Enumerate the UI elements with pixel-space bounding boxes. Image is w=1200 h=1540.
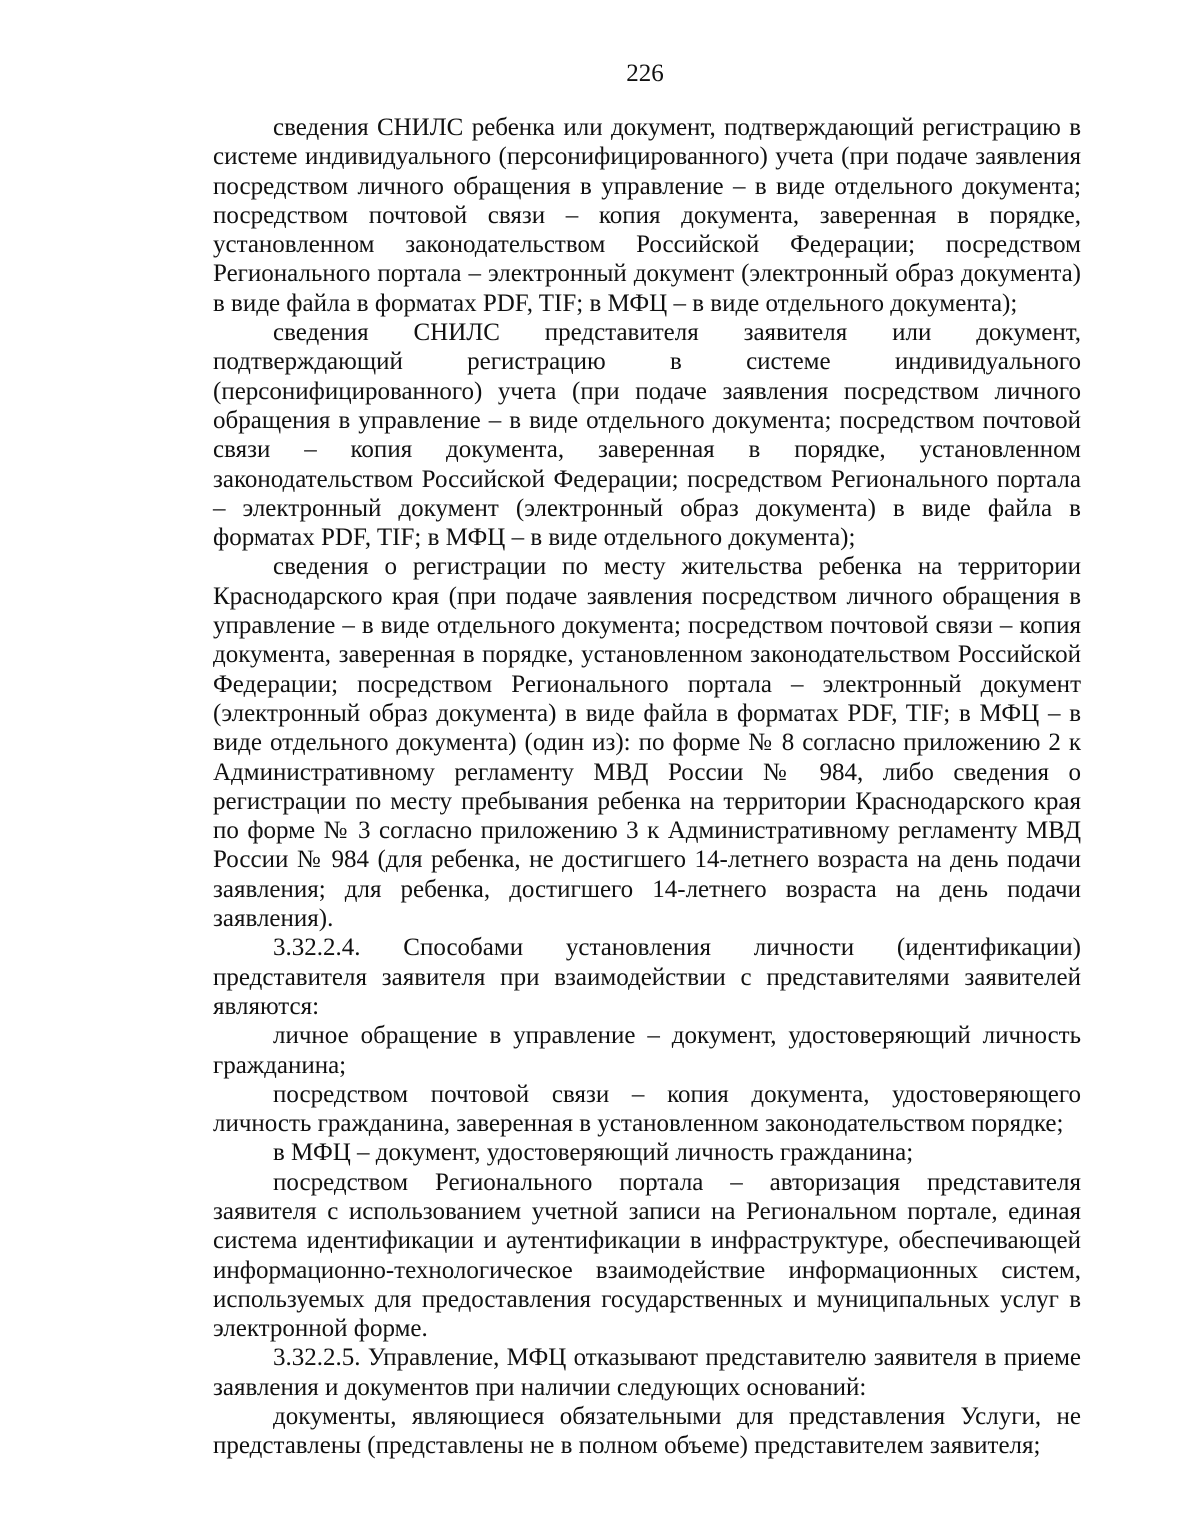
document-body — [213, 113, 1081, 1461]
paragraph-registration-info: сведения о регистрации по месту жительства ребенка на территории Краснодарского края (при подаче заявления посредством личного обращения в управление – в виде отдельного документа; посредством почтовой связи – копия документа, заверенная в порядке, установленном законодательством Российской Федерации; посредством Регионального портала – электронный документ (электронный образ документа) в виде файла в форматах PDF, TIF; в МФЦ – в виде отдельного документа) (один из): по форме № 8 согласно приложению 2 к Административному регламенту МВД России № 984, либо сведения о регистрации по месту пребывания ребенка на территории Краснодарского края по форме № 3 согласно приложению 3 к Административному регламенту МВД России № 984 (для ребенка, не достигшего 14-летнего возраста на день подачи заявления; для ребенка, достигшего 14-летнего возраста на день подачи заявления). — [213, 553, 1081, 933]
paragraph-personal-appeal: личное обращение в управление – документ, удостоверяющий личность гражданина; — [213, 1022, 1081, 1079]
paragraph-postal: посредством почтовой связи – копия документа, удостоверяющего личность гражданина, заверенная в установленном законодательством порядке; — [213, 1080, 1081, 1138]
paragraph-documents-missing: документы, являющиеся обязательными для представления Услуги, не представлены (представлены не в полном объеме) представителем заявителя; — [213, 1403, 1081, 1460]
paragraph-snils-child: сведения СНИЛС ребенка или документ, подтверждающий регистрацию в системе индивидуального (персонифицированного) учета (при подаче заявления посредством личного обращения в управление – в виде отдельного документа; посредством почтовой связи – копия документа, заверенная в порядке, установленном законодательством Российской Федерации; посредством Регионального портала – электронный документ (электронный образ документа) в виде файла в форматах PDF, TIF; в МФЦ – в виде отдельного документа); — [213, 114, 1081, 317]
page-number: 226 — [626, 60, 664, 87]
paragraph-regional-portal: посредством Регионального портала – авторизация представителя заявителя с использованием учетной записи на Региональном портале, единая система идентификации и аутентификации в инфраструктуре, обеспечивающей информационно-технологическое взаимодействие информационных систем, используемых для предоставления государственных и муниципальных услуг в электронной форме. — [213, 1168, 1081, 1343]
paragraph-3-32-2-4: 3.32.2.4. Способами установления личности (идентификации) представителя заявителя при взаимодействии с представителями заявителей являются: — [213, 934, 1081, 1020]
paragraph-snils-representative: сведения СНИЛС представителя заявителя или документ, подтверждающий регистрацию в системе индивидуального (персонифицированного) учета (при подаче заявления посредством личного обращения в управление – в виде отдельного документа; посредством почтовой связи – копия документа, заверенная в порядке, установленном законодательством Российской Федерации; посредством Регионального портала – электронный документ (электронный образ документа) в виде файла в форматах PDF, TIF; в МФЦ – в виде отдельного документа); — [213, 319, 1081, 552]
paragraph-mfc: в МФЦ – документ, удостоверяющий личность гражданина; — [273, 1139, 914, 1167]
paragraph-3-32-2-5: 3.32.2.5. Управление, МФЦ отказывают представителю заявителя в приеме заявления и документов при наличии следующих оснований: — [213, 1344, 1081, 1401]
